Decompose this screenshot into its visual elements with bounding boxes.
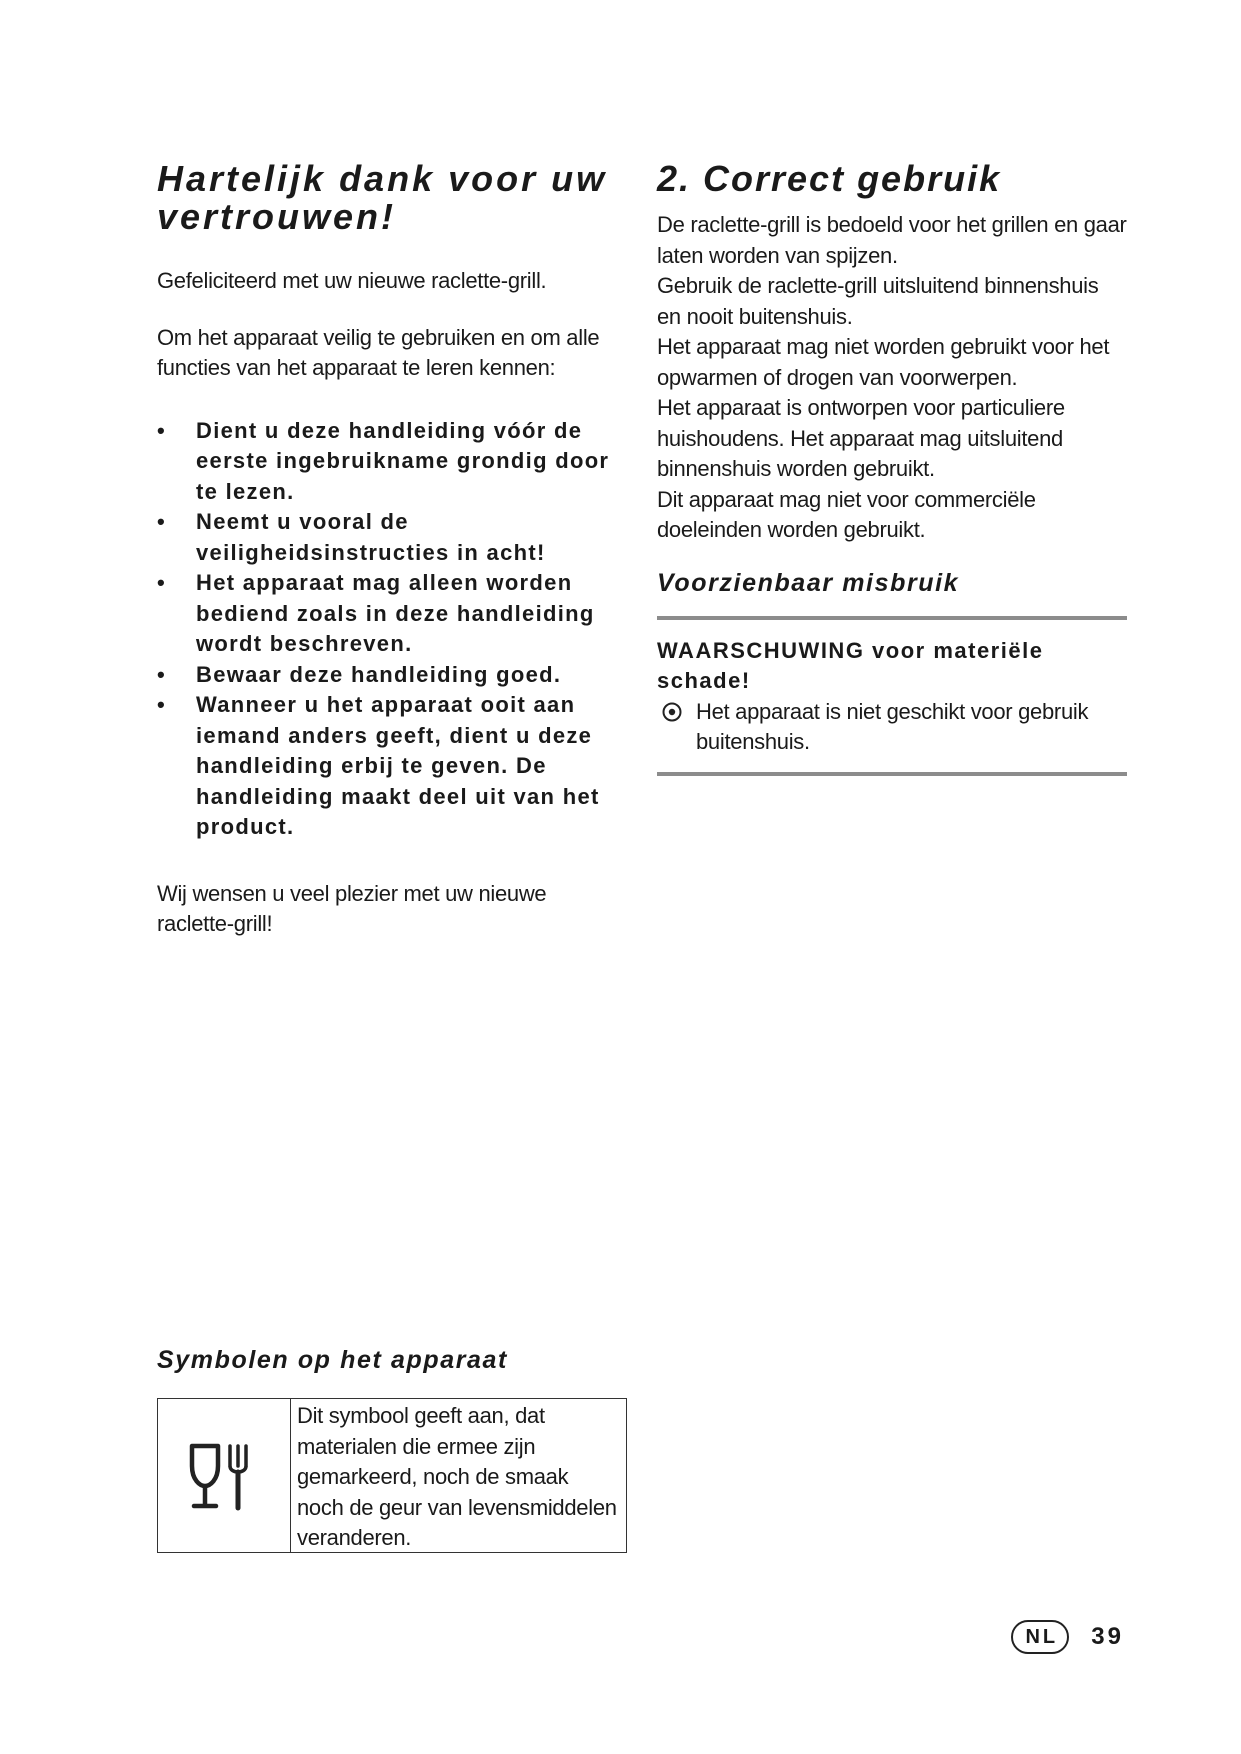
usage-text (657, 210, 1127, 546)
language-badge: NL (1011, 1620, 1069, 1654)
instruction-list (157, 416, 627, 843)
usage-paragraph: Dit apparaat mag niet voor commerciële doeleinden worden gebruikt. (657, 486, 1036, 542)
bullet-icon: • (157, 692, 167, 717)
list-item: • Dient u deze handleiding vóór de eerste ingebruikname grondig door te lezen. (157, 417, 610, 504)
usage-paragraph: Het apparaat is ontworpen voor particuliere huishoudens. Het apparaat mag uitsluitend binnenshuis worden gebruikt. (657, 395, 1065, 481)
closing-text: Wij wensen u veel plezier met uw nieuwe raclette-grill! (157, 880, 547, 936)
divider-top (657, 616, 1127, 620)
intro-text: Gefeliciteerd met uw nieuwe raclette-grill. (157, 268, 547, 293)
bullet-icon: • (157, 661, 167, 687)
usage-paragraph: Gebruik de raclette-grill uitsluitend binnenshuis en nooit buitenshuis. (657, 273, 1099, 329)
glass-fork-food-safe-icon (184, 1436, 264, 1516)
circle-dot-icon (661, 701, 683, 723)
title-line-2: vertrouwen! (157, 196, 397, 237)
list-item: • Neemt u vooral de veiligheidsinstructies in acht! (157, 509, 546, 565)
usage-paragraph: Het apparaat mag niet worden gebruikt voor het opwarmen of drogen van voorwerpen. (657, 334, 1110, 390)
usage-paragraph: De raclette-grill is bedoeld voor het grillen en gaar laten worden van spijzen. (657, 212, 1127, 268)
bullet-icon: • (157, 570, 167, 595)
page-number: 39 (1091, 1623, 1124, 1650)
left-column (157, 160, 627, 940)
warning-item: Het apparaat is niet geschikt voor gebruik buitenshuis. (657, 697, 1127, 758)
list-item: • Wanneer u het apparaat ooit aan iemand anders geeft, dient u deze handleiding erbij te geven. De handleiding maakt deel uit van het product. (157, 692, 600, 839)
section-title: 2. Correct gebruik (657, 158, 1002, 199)
bullet-icon: • (157, 509, 167, 534)
divider-bottom (657, 772, 1127, 776)
symbol-description: Dit symbool geeft aan, dat materialen die ermee zijn gemarkeerd, noch de smaak noch de geur van levensmiddelen veranderen. (297, 1403, 617, 1550)
symbols-heading: Symbolen op het apparaat (157, 1346, 508, 1374)
list-item: • Het apparaat mag alleen worden bediend zoals in deze handleiding wordt beschreven. (157, 570, 595, 656)
right-column (657, 160, 1127, 776)
intro-paragraph: Om het apparaat veilig te gebruiken en om alle functies van het apparaat te leren kennen: (157, 324, 600, 380)
symbol-table (157, 1398, 627, 1553)
symbol-icon-cell (158, 1399, 291, 1552)
bullet-icon: • (157, 417, 167, 443)
misuse-heading: Voorzienbaar misbruik (657, 568, 960, 597)
list-item: • Bewaar deze handleiding goed. (157, 660, 627, 691)
page-footer (1011, 1620, 1124, 1654)
warning-title: WAARSCHUWING voor materiële schade! (657, 637, 1044, 693)
page-title (157, 160, 627, 236)
warning-box (657, 636, 1127, 758)
title-line-1: Hartelijk dank voor uw (157, 158, 608, 199)
